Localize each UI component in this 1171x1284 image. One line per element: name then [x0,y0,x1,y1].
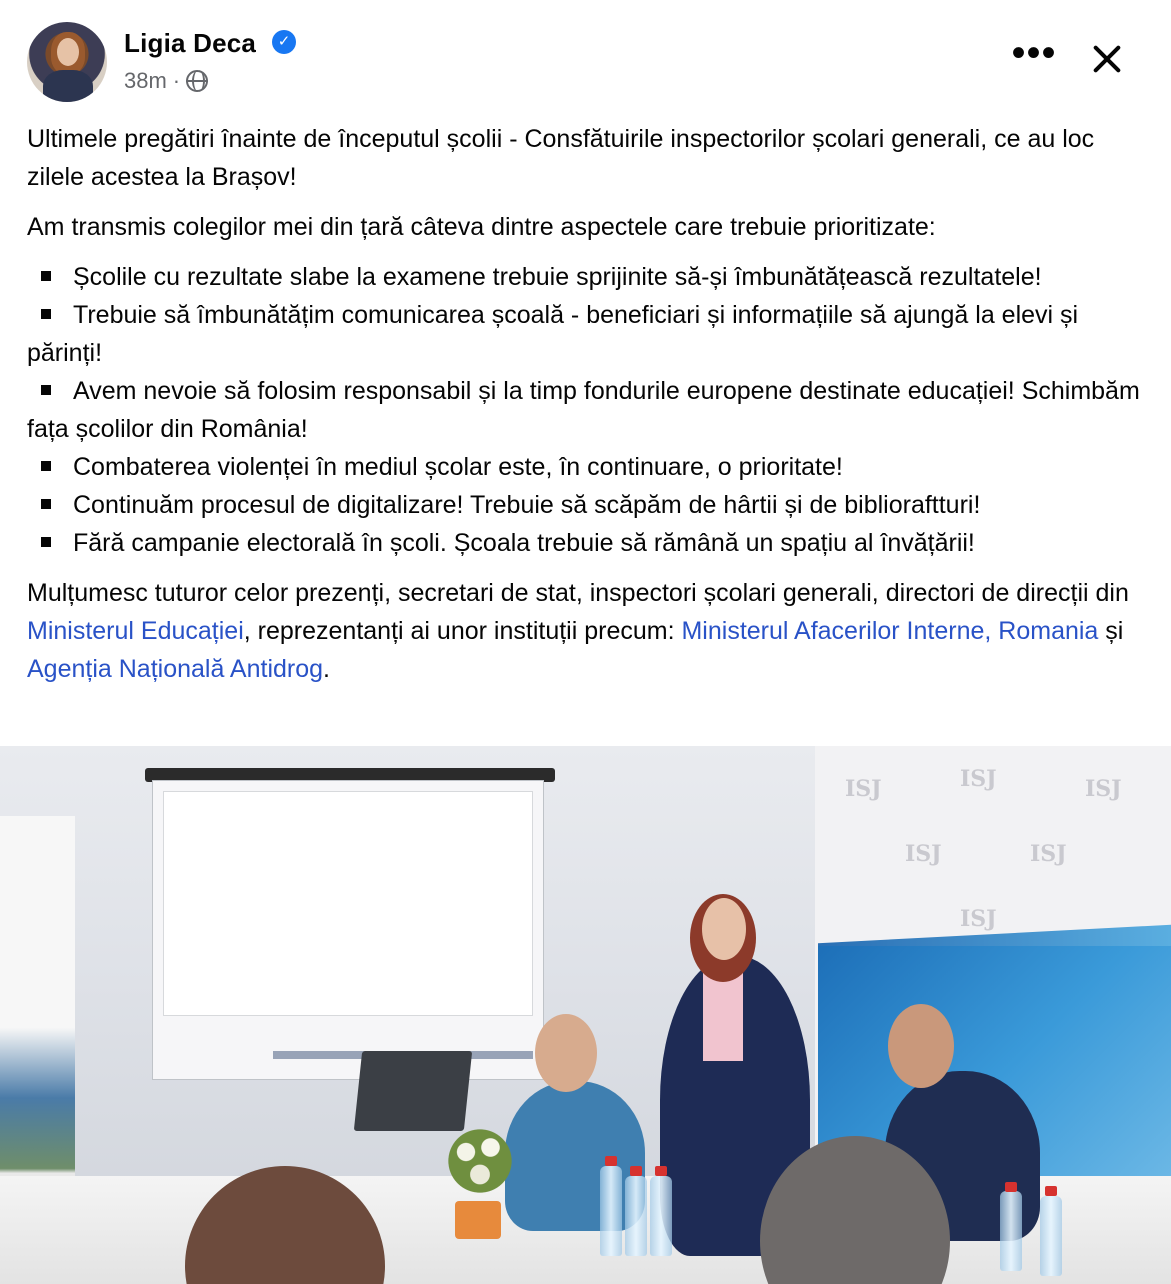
bullet-icon [41,271,51,281]
photo-bottle-cap [605,1156,617,1166]
link-agentia-nationala-antidrog[interactable]: Agenția Națională Antidrog [27,655,324,683]
post-paragraph-intro: Ultimele pregătiri înainte de începutul școlii - Consfătuirile inspectorilor școlari generali, ce au loc zilele acestea la Brașov! [27,125,1095,191]
photo-bottle [1040,1196,1062,1276]
bullet-icon [41,309,51,319]
post-paragraph-priorities: Am transmis colegilor mei din țară câteva dintre aspectele care trebuie prioritizate: [27,213,936,241]
photo-laptop [354,1051,472,1131]
photo-bottle-cap [630,1166,642,1176]
close-icon[interactable] [1084,36,1130,82]
photo-bottle [625,1176,647,1256]
photo-bottle [650,1176,672,1256]
bullet-icon [41,461,51,471]
author-avatar[interactable] [27,22,107,102]
wall-logo: ISJ [960,906,997,932]
globe-icon[interactable] [186,70,208,92]
post-time[interactable]: 38m [124,68,167,93]
post-header [0,0,1171,110]
photo-person-head [702,898,746,960]
bullet-icon [41,537,51,547]
projector-screen [152,780,544,1080]
avatar-body [43,70,93,102]
meta-separator: · [172,68,181,93]
photo-bottle-cap [1005,1182,1017,1192]
wall-logo: ISJ [845,776,882,802]
photo-bottle [600,1166,622,1256]
list-item: Fără campanie electorală în școli. Școala trebuie să rămână un spațiu al învățării! [27,524,1157,562]
list-item: Combaterea violenței în mediul școlar este, în continuare, o prioritate! [27,448,1157,486]
screen-document [163,791,533,1016]
photo-vase [455,1201,501,1239]
photo-bottle-cap [655,1166,667,1176]
photo-person-head [535,1014,597,1092]
photo-flowers [445,1116,515,1206]
wall-logo: ISJ [1085,776,1122,802]
list-item: Avem nevoie să folosim responsabil și la timp fondurile europene destinate educației! Schimbăm fața școlilor din România! [27,377,1140,443]
avatar-face [57,38,79,66]
post-paragraph-thanks: Mulțumesc tuturor celor prezenți, secretari de stat, inspectori școlari generali, directori de direcții din Ministerul Educației, reprezentanți ai unor instituții precum: Ministerul Afacerilor Interne, Romania și Agenția Națională Antidrog. [27,579,1129,683]
wall-logo: ISJ [960,766,997,792]
bullet-icon [41,499,51,509]
verified-badge-icon: ✓ [272,30,296,54]
link-ministerul-afacerilor-interne[interactable]: Ministerul Afacerilor Interne, Romania [681,617,1099,645]
post-photo[interactable] [0,746,1171,1284]
photo-person [505,1081,645,1231]
list-item: Școlile cu rezultate slabe la examene trebuie sprijinite să-și îmbunătățească rezultatele! [27,258,1157,296]
photo-blouse [703,971,743,1061]
list-item: Continuăm procesul de digitalizare! Trebuie să scăpăm de hârtii și de biblioraftturi! [27,486,1157,524]
photo-person-head [888,1004,954,1088]
post-text [27,120,1157,700]
photo-bottle [1000,1191,1022,1271]
priority-list [27,258,1157,562]
list-item: Trebuie să îmbunătățim comunicarea școală - beneficiari și informațiile să ajungă la elevi și părinți! [27,301,1079,367]
photo-bottle-cap [1045,1186,1057,1196]
more-options-button[interactable]: ••• [1011,31,1057,75]
link-ministerul-educatiei[interactable]: Ministerul Educației [27,617,244,645]
author-name[interactable]: Ligia Deca [124,28,257,58]
post-meta [124,68,208,94]
wall-logo: ISJ [905,841,942,867]
bullet-icon [41,385,51,395]
wall-logo: ISJ [1030,841,1067,867]
